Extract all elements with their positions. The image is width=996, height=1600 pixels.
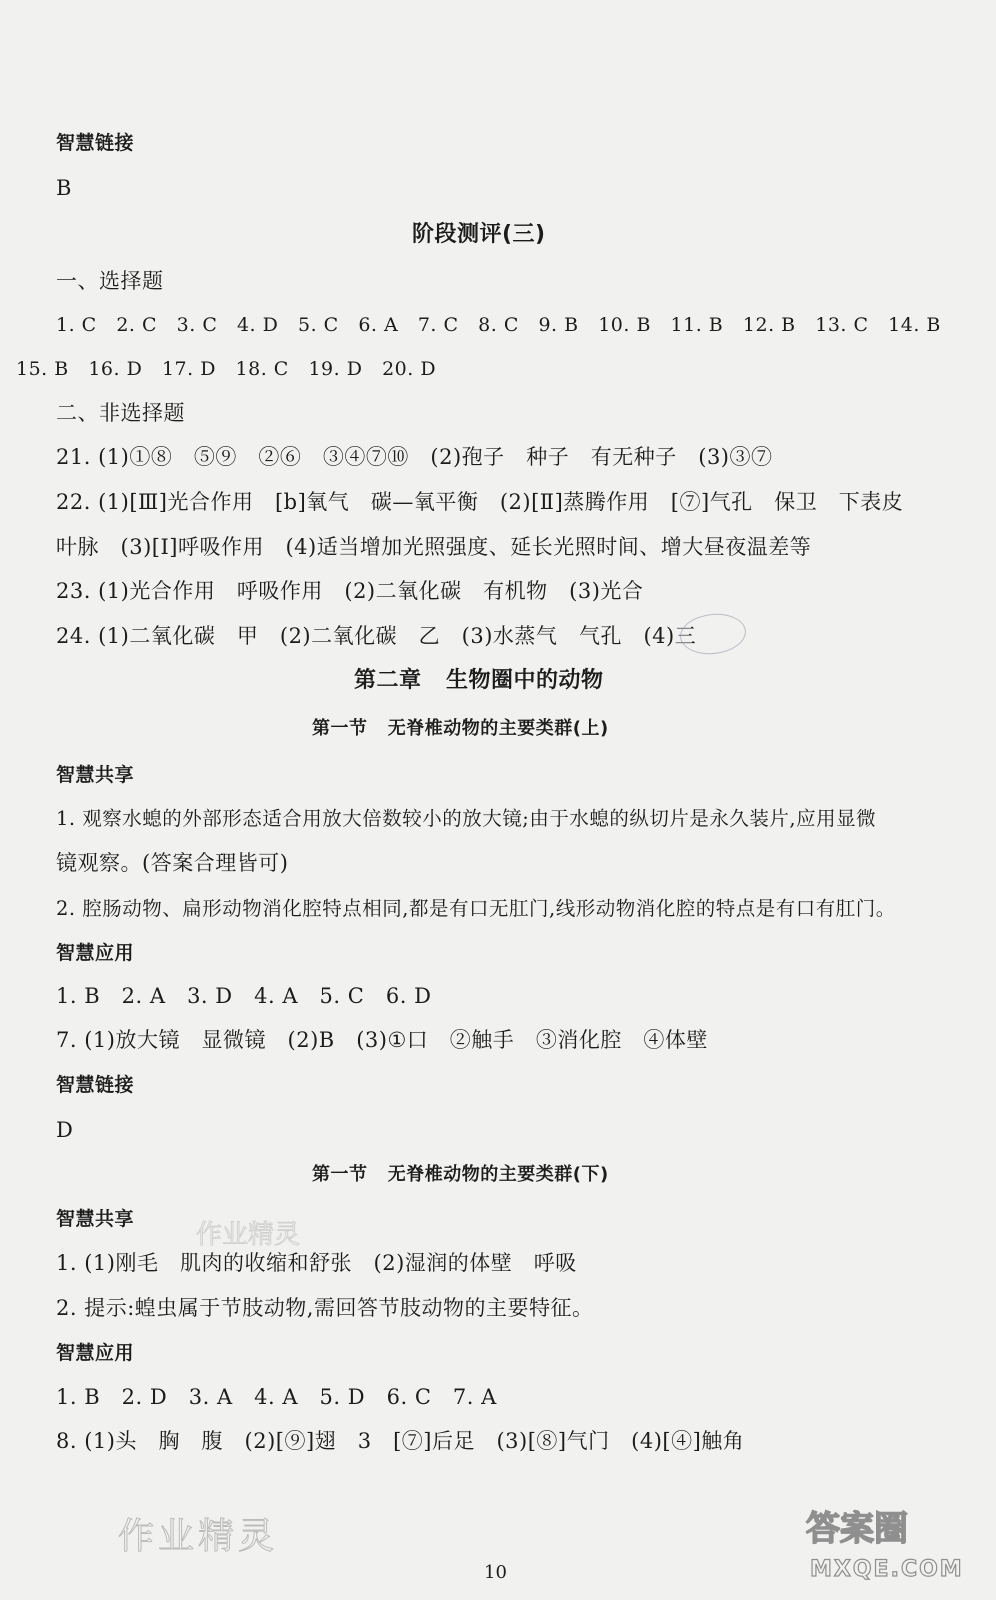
- answer-line: D: [56, 1118, 74, 1142]
- answer-line: 2. 提示:蝗虫属于节肢动物,需回答节肢动物的主要特征。: [56, 1296, 594, 1320]
- answer-line: 1. (1)刚毛 肌肉的收缩和舒张 (2)湿润的体壁 呼吸: [56, 1251, 577, 1275]
- answer-line: 镜观察。(答案合理皆可): [56, 851, 289, 875]
- question-type: 二、非选择题: [56, 401, 185, 425]
- section-heading: 智慧链接: [56, 1074, 135, 1096]
- answer-line: 15. B 16. D 17. D 18. C 19. D 20. D: [16, 358, 437, 380]
- watermark-left: 作业精灵: [118, 1516, 279, 1557]
- chapter-title: 阶段测评(三): [412, 222, 546, 247]
- section-heading: 智慧应用: [56, 942, 135, 964]
- answer-line: 1. B 2. A 3. D 4. A 5. C 6. D: [56, 984, 432, 1008]
- section-title: 第一节 无脊椎动物的主要类群(下): [312, 1164, 609, 1185]
- section-heading: 智慧链接: [56, 132, 135, 154]
- answer-line: B: [56, 176, 72, 200]
- answer-line: 2. 腔肠动物、扁形动物消化腔特点相同,都是有口无肛门,线形动物消化腔的特点是有口有肛门。: [56, 897, 896, 920]
- chapter-title: 第二章 生物圈中的动物: [354, 668, 604, 693]
- answer-line: 1. C 2. C 3. C 4. D 5. C 6. A 7. C 8. C 9. B 10. B 11. B 12. B 13. C 14. B: [56, 314, 941, 336]
- seal-stamp: [678, 611, 748, 658]
- page-number: 10: [484, 1562, 507, 1583]
- answer-line: 1. B 2. D 3. A 4. A 5. D 6. C 7. A: [56, 1385, 497, 1409]
- watermark-logo-url: MXQE.COM: [810, 1557, 964, 1582]
- answer-line: 1. 观察水螅的外部形态适合用放大倍数较小的放大镜;由于水螅的纵切片是永久装片,应用显微: [56, 807, 877, 830]
- section-title: 第一节 无脊椎动物的主要类群(上): [312, 718, 609, 739]
- watermark-logo: [800, 1500, 976, 1586]
- answer-line: 23. (1)光合作用 呼吸作用 (2)二氧化碳 有机物 (3)光合: [56, 579, 644, 603]
- answer-line: 7. (1)放大镜 显微镜 (2)B (3)①口 ②触手 ③消化腔 ④体壁: [56, 1028, 708, 1052]
- answer-line: 叶脉 (3)[Ⅰ]呼吸作用 (4)适当增加光照强度、延长光照时间、增大昼夜温差等: [56, 535, 812, 559]
- watermark-logo-text: 答案圈: [806, 1509, 908, 1549]
- question-type: 一、选择题: [56, 269, 164, 293]
- answer-line: 24. (1)二氧化碳 甲 (2)二氧化碳 乙 (3)水蒸气 气孔 (4)三: [56, 624, 697, 648]
- section-heading: 智慧共享: [56, 1208, 135, 1230]
- answer-line: 8. (1)头 胸 腹 (2)[⑨]翅 3 [⑦]后足 (3)[⑧]气门 (4)[④]触角: [56, 1429, 745, 1453]
- answer-line: 22. (1)[Ⅲ]光合作用 [b]氧气 碳—氧平衡 (2)[Ⅱ]蒸腾作用 [⑦]气孔 保卫 下表皮: [56, 490, 904, 514]
- section-heading: 智慧应用: [56, 1342, 135, 1364]
- section-heading: 智慧共享: [56, 764, 135, 786]
- answer-line: 21. (1)①⑧ ⑤⑨ ②⑥ ③④⑦⑩ (2)孢子 种子 有无种子 (3)③⑦: [56, 445, 773, 469]
- watermark-mid: 作业精灵: [196, 1220, 301, 1250]
